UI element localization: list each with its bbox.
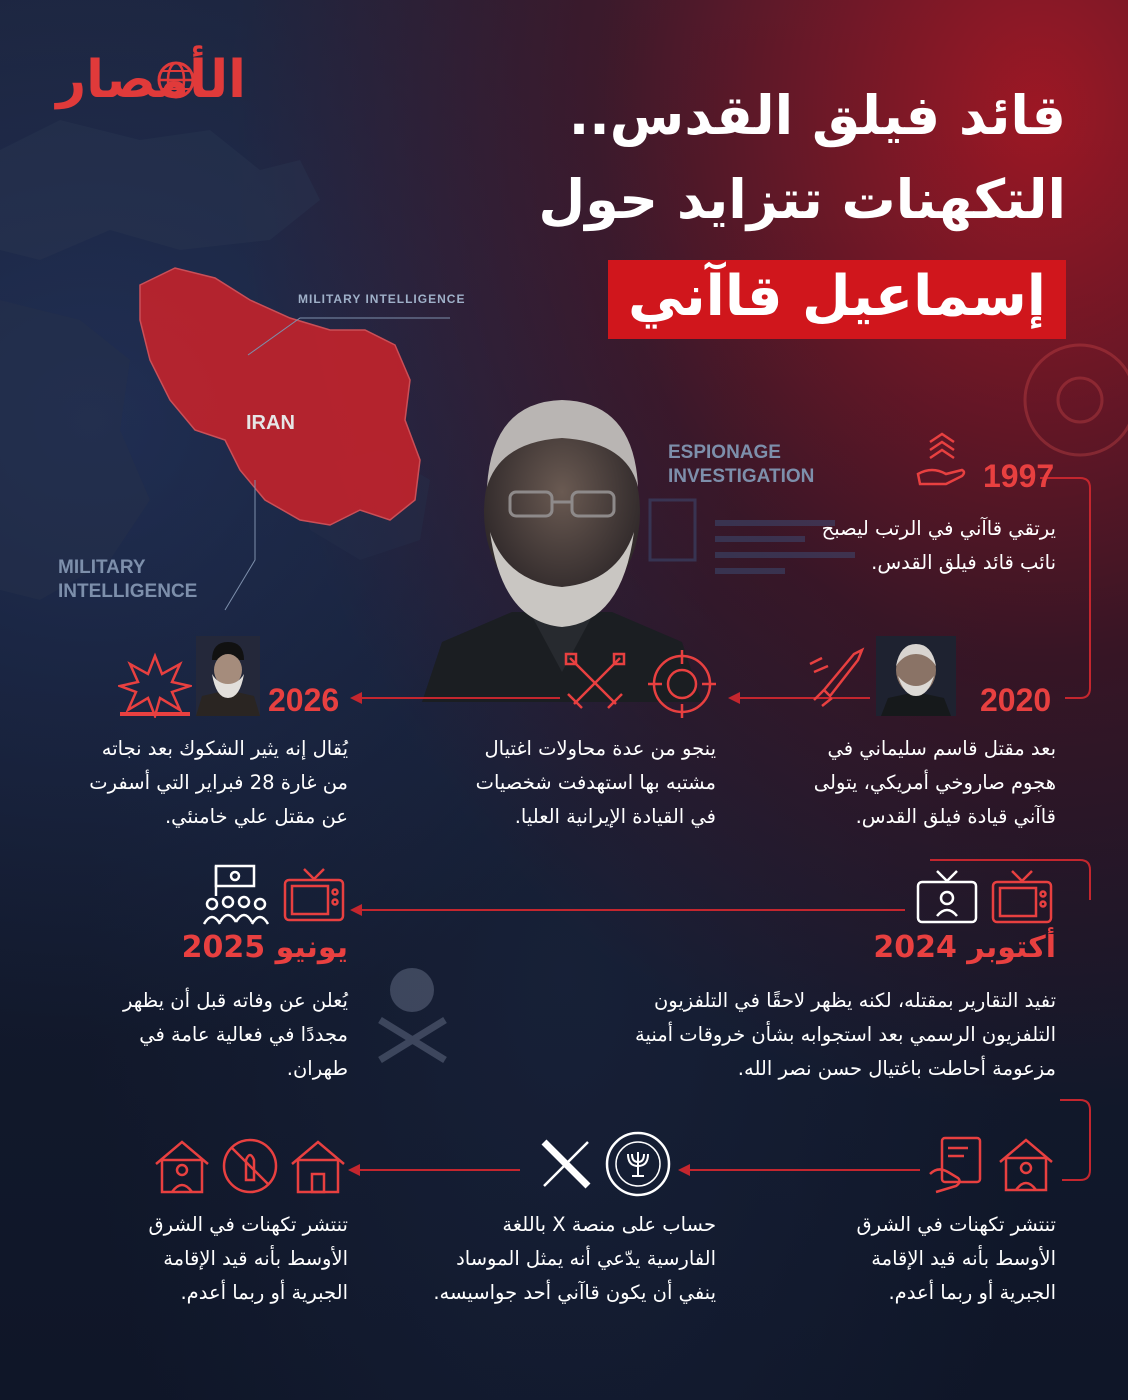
event-1997-text	[696, 512, 1056, 580]
text-line: تنتشر تكهنات في الشرق	[148, 1213, 348, 1236]
text-line: من غارة 28 فبراير التي أسفرت	[89, 771, 348, 794]
text-line: حساب على منصة X باللغة	[502, 1213, 716, 1236]
year-2026: 2026	[268, 682, 340, 718]
event-rumor-left-text	[48, 1208, 348, 1310]
missile-icon	[804, 640, 874, 710]
text-line: نائب قائد فيلق القدس.	[871, 551, 1056, 574]
house-arrest-icon	[152, 1136, 212, 1196]
house-icon	[288, 1136, 348, 1196]
crossed-daggers-icon	[560, 648, 630, 718]
map-label-iran: IRAN	[246, 412, 295, 434]
text-line: يُقال إنه يثير الشكوك بعد نجاته	[101, 737, 348, 760]
tv-broadcast-icon	[915, 868, 979, 926]
mossad-emblem-icon	[604, 1130, 672, 1198]
text-line: ينجو من عدة محاولات اغتيال	[484, 737, 716, 760]
text-line: الأوسط بأنه قيد الإقامة	[163, 1247, 348, 1270]
text-line: مشتبه بها استهدفت شخصيات	[475, 771, 716, 794]
khamenei-photo	[196, 636, 260, 716]
map-label-military-intelligence: MILITARY INTELLIGENCE	[298, 292, 466, 306]
crowd-flag-icon	[200, 862, 276, 926]
text-line: بعد مقتل قاسم سليماني في	[827, 737, 1056, 760]
map-label-line: MILITARY	[58, 557, 146, 578]
year-1997: 1997	[983, 458, 1055, 494]
event-2025-text	[28, 984, 348, 1086]
text-line: يرتقي قاآني في الرتب ليصبح	[821, 517, 1056, 540]
text-line: مجددًا في فعالية عامة في	[139, 1023, 348, 1046]
house-arrest-icon	[996, 1134, 1056, 1194]
logo-text: الأمصار	[56, 50, 246, 110]
text-line: ينفي أن يكون قاآني أحد جواسيسه.	[433, 1281, 716, 1304]
text-line: الجبرية أو ربما أعدم.	[888, 1281, 1056, 1304]
x-logo-icon	[538, 1136, 594, 1192]
event-2026-text	[18, 732, 348, 834]
tv-icon	[990, 868, 1054, 926]
title-highlight: إسماعيل قاآني	[608, 260, 1066, 339]
text-line: الأوسط بأنه قيد الإقامة	[871, 1247, 1056, 1270]
year-june-2025: يونيو 2025	[181, 930, 348, 965]
map-label-line: INTELLIGENCE	[58, 581, 198, 602]
event-2020-text	[696, 732, 1056, 834]
text-line: التلفزيون الرسمي بعد استجوابه بشأن خروقات أمنية	[634, 1023, 1056, 1046]
explosion-icon	[118, 650, 192, 718]
tv-icon	[282, 866, 346, 924]
event-rumor-right-text	[756, 1208, 1056, 1310]
text-line: يُعلن عن وفاته قبل أن يظهر	[122, 989, 348, 1012]
map-label-line: INVESTIGATION	[668, 466, 815, 487]
map-label-line: ESPIONAGE	[668, 442, 781, 463]
text-line: تفيد التقارير بمقتله، لكنه يظهر لاحقًا في التلفزيون	[653, 989, 1056, 1012]
target-icon	[648, 650, 716, 718]
event-assassination-text	[386, 732, 716, 834]
no-bullet-icon	[220, 1136, 280, 1196]
text-line: الفارسية يدّعي أنه يمثل الموساد	[456, 1247, 716, 1270]
event-x-account-text	[376, 1208, 716, 1310]
year-october-2024: أكتوبر 2024	[873, 930, 1056, 965]
text-line: عن مقتل علي خامنئي.	[164, 805, 348, 828]
text-line: الجبرية أو ربما أعدم.	[180, 1281, 348, 1304]
text-line: تنتشر تكهنات في الشرق	[856, 1213, 1056, 1236]
text-line: في القيادة الإيرانية العليا.	[514, 805, 716, 828]
text-line: هجوم صاروخي أمريكي، يتولى	[813, 771, 1056, 794]
text-line: طهران.	[286, 1057, 348, 1080]
text-line: قاآني قيادة فيلق القدس.	[855, 805, 1056, 828]
text-line: مزعومة أحاطت باغتيال حسن نصر الله.	[737, 1057, 1056, 1080]
title-line-2: التكهنات تتزايد حول	[538, 168, 1066, 231]
rank-insignia-icon	[912, 430, 972, 490]
year-2020: 2020	[980, 682, 1052, 718]
event-2024-text	[536, 984, 1056, 1086]
title-line-1: قائد فيلق القدس..	[568, 84, 1066, 147]
document-hand-icon	[928, 1134, 984, 1196]
soleimani-photo	[876, 636, 956, 716]
